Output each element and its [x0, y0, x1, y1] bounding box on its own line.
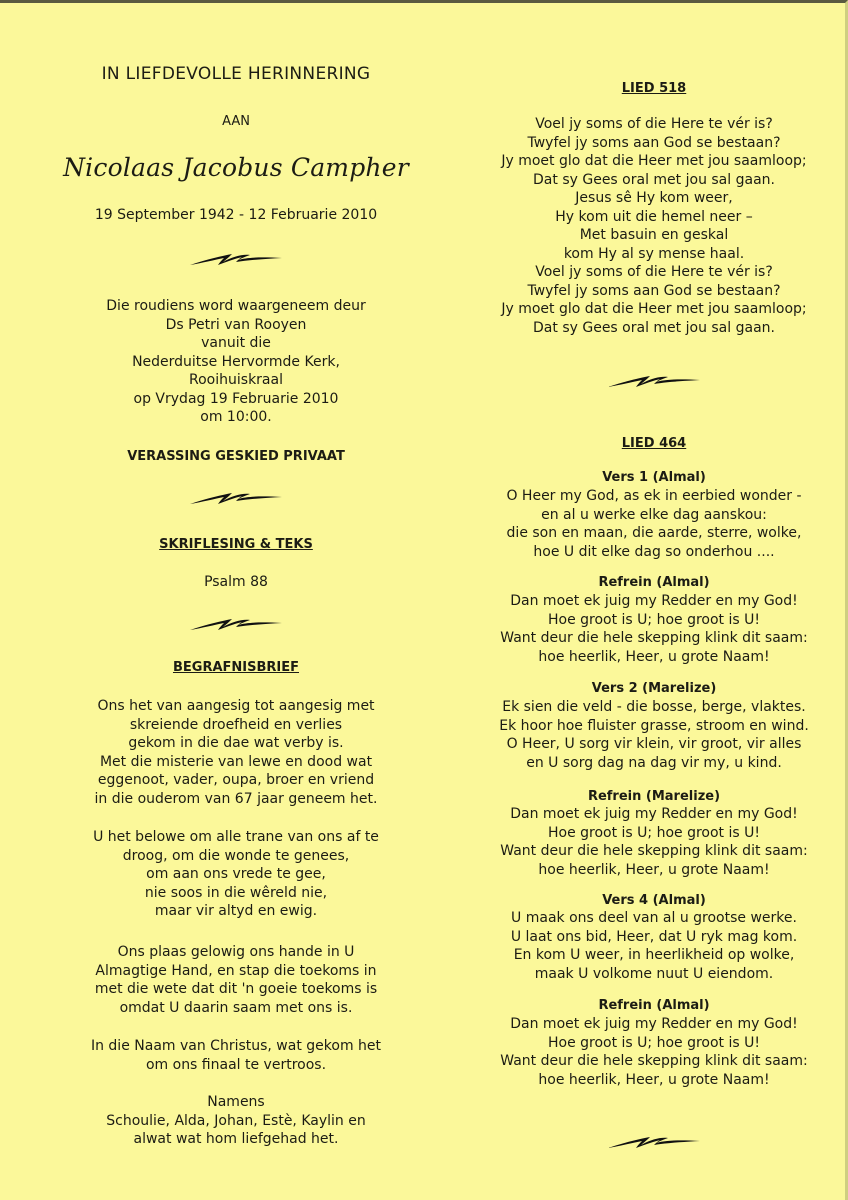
flourish-divider-icon — [188, 248, 284, 270]
refrain-1-lyrics: Dan moet ek juig my Redder en my God! Hoe groot is U; hoe groot is U! Want deur die hele skepping klink dit saam: hoe heerlik, Heer, u grote Naam! — [500, 593, 808, 665]
family-signoff: Namens Schoulie, Alda, Johan, Estè, Kaylin en alwat wat hom liefgehad het. — [106, 1094, 366, 1147]
verse-1-lyrics: O Heer my God, as ek in eerbied wonder - en al u werke elke dag aanskou: die son en maan, die aarde, sterre, wolke, hoe U dit elke dag so onderhou .... — [506, 488, 802, 560]
refrain-2-lyrics: Dan moet ek juig my Redder en my God! Hoe groot is U; hoe groot is U! Want deur die hele skepping klink dit saam: hoe heerlik, Heer, u grote Naam! — [500, 806, 808, 878]
refrain-1-heading: Refrein (Almal) — [598, 575, 710, 590]
hymn-518-lyrics: Voel jy soms of die Here te vér is? Twyfel jy soms aan God se bestaan? Jy moet glo dat die Heer met jou saamloop; Dat sy Gees oral met jou sal gaan. Jesus sê Hy kom weer, Hy kom uit die hemel neer – Met basuin en geskal kom Hy al sy mense haal. Voel jy soms of die Here te vér is? Twyfel jy soms aan God se bestaan? Jy moet glo dat die Heer met jou saamloop; Dat sy Gees oral met jou sal gaan. — [501, 116, 807, 336]
verse-1-heading: Vers 1 (Almal) — [602, 470, 706, 485]
flourish-divider-icon — [606, 1131, 702, 1153]
memorial-heading: IN LIEFDEVOLLE HERINNERING — [101, 64, 371, 84]
life-dates: 19 September 1942 - 12 Februarie 2010 — [94, 207, 378, 223]
verse-2-heading: Vers 2 (Marelize) — [591, 681, 717, 696]
reading-heading: SKRIFLESING & TEKS — [159, 537, 313, 552]
cremation-note: VERASSING GESKIED PRIVAAT — [127, 449, 345, 464]
letter-heading: BEGRAFNISBRIEF — [172, 660, 299, 675]
hymn-518-title: LIED 518 — [621, 81, 687, 96]
aan-label: AAN — [222, 114, 250, 129]
letter-paragraph-4: In die Naam van Christus, wat gekom het om ons finaal te vertroos. — [90, 1038, 382, 1073]
verse-2-lyrics: Ek sien die veld - die bosse, berge, vlaktes. Ek hoor hoe fluister grasse, stroom en wind. O Heer, U sorg vir klein, vir groot, vir alles en U sorg dag na dag vir my, u kind. — [499, 699, 809, 771]
refrain-2-heading: Refrein (Marelize) — [587, 789, 721, 804]
reading-text: Psalm 88 — [204, 574, 268, 590]
flourish-divider-icon — [606, 370, 702, 392]
deceased-name: Nicolaas Jacobus Campher — [63, 153, 409, 182]
letter-paragraph-1: Ons het van aangesig tot aangesig met skreiende droefheid en verlies gekom in die dae wat verby is. Met die misterie van lewe en dood wat eggenoot, vader, oupa, broer en vriend in die ouderom van 67 jaar geneem het. — [94, 698, 378, 807]
refrain-3-lyrics: Dan moet ek juig my Redder en my God! Hoe groot is U; hoe groot is U! Want deur die hele skepping klink dit saam: hoe heerlik, Heer, u grote Naam! — [500, 1016, 808, 1088]
verse-4-heading: Vers 4 (Almal) — [602, 893, 706, 908]
flourish-divider-icon — [188, 613, 284, 635]
refrain-3-heading: Refrein (Almal) — [598, 998, 710, 1013]
letter-paragraph-2: U het belowe om alle trane van ons af te droog, om die wonde te genees, om aan ons vrede te gee, nie soos in die wêreld nie, maar vir altyd en ewig. — [93, 829, 379, 919]
flourish-divider-icon — [188, 487, 284, 509]
hymn-464-title: LIED 464 — [621, 436, 687, 451]
verse-4-lyrics: U maak ons deel van al u grootse werke. U laat ons bid, Heer, dat U ryk mag kom. En kom U weer, in heerlikheid op wolke, maak U volkome nuut U eiendom. — [510, 910, 798, 982]
letter-paragraph-3: Ons plaas gelowig ons hande in U Almagtige Hand, en stap die toekoms in met die wete dat dit 'n goeie toekoms is omdat U daarin saam met ons is. — [94, 944, 378, 1016]
service-details: Die roudiens word waargeneem deur Ds Petri van Rooyen vanuit die Nederduitse Hervormde Kerk, Rooihuiskraal op Vrydag 19 Februarie 2010 om 10:00. — [106, 298, 366, 425]
